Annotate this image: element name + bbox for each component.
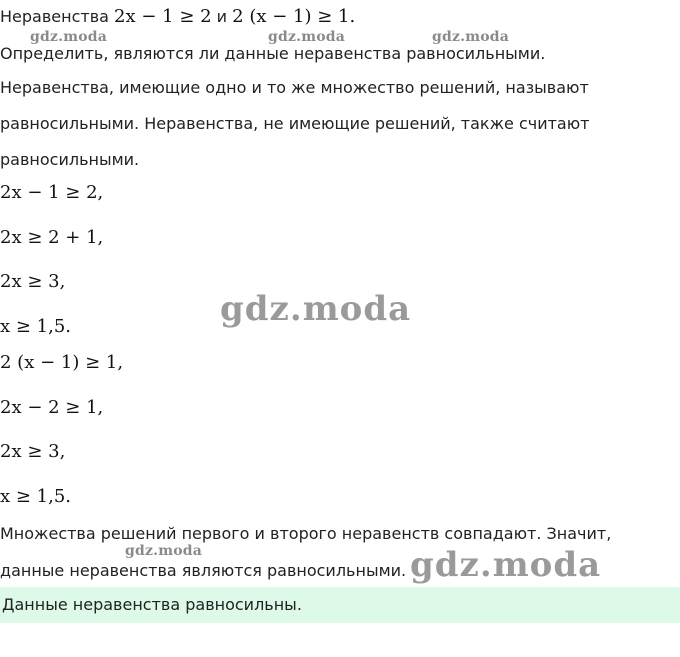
- step1-line-3: 2x ≥ 3,: [0, 271, 66, 292]
- step1-line-2: 2x ≥ 2 + 1,: [0, 227, 104, 248]
- step2-line-4: x ≥ 1,5.: [0, 486, 72, 507]
- watermark-small: gdz.moda: [30, 29, 108, 45]
- watermark-large: gdz.moda: [220, 289, 412, 329]
- step2-line-1: 2 (x − 1) ≥ 1,: [0, 352, 124, 373]
- definition-line-1: Неравенства, имеющие одно и то же множество решений, называют: [0, 78, 589, 97]
- step1-line-4: x ≥ 1,5.: [0, 316, 72, 337]
- conclusion-line-1: Множества решений первого и второго неравенств совпадают. Значит,: [0, 524, 612, 543]
- task-question: Определить, являются ли данные неравенства равносильными.: [0, 44, 546, 63]
- definition-line-2: равносильными. Неравенства, не имеющие решений, также считают: [0, 114, 590, 133]
- task-line: [0, 6, 355, 27]
- definition-line-3: равносильными.: [0, 150, 140, 169]
- watermark-small: gdz.moda: [125, 543, 203, 559]
- watermark-small: gdz.moda: [268, 29, 346, 45]
- task-prefix: Неравенства: [0, 7, 109, 26]
- task-inequality-2: 2 (x − 1) ≥ 1.: [232, 6, 356, 27]
- step1-line-1: 2x − 1 ≥ 2,: [0, 182, 104, 203]
- watermark-small: gdz.moda: [432, 29, 510, 45]
- conclusion-line-2: данные неравенства являются равносильными.: [0, 561, 407, 580]
- step2-line-2: 2x − 2 ≥ 1,: [0, 397, 104, 418]
- step2-line-3: 2x ≥ 3,: [0, 441, 66, 462]
- answer-text: Данные неравенства равносильны.: [2, 595, 302, 614]
- watermark-large: gdz.moda: [410, 545, 602, 585]
- task-conjunction: и: [216, 7, 228, 26]
- answer-box: [0, 587, 680, 623]
- task-inequality-1: 2x − 1 ≥ 2: [114, 6, 212, 27]
